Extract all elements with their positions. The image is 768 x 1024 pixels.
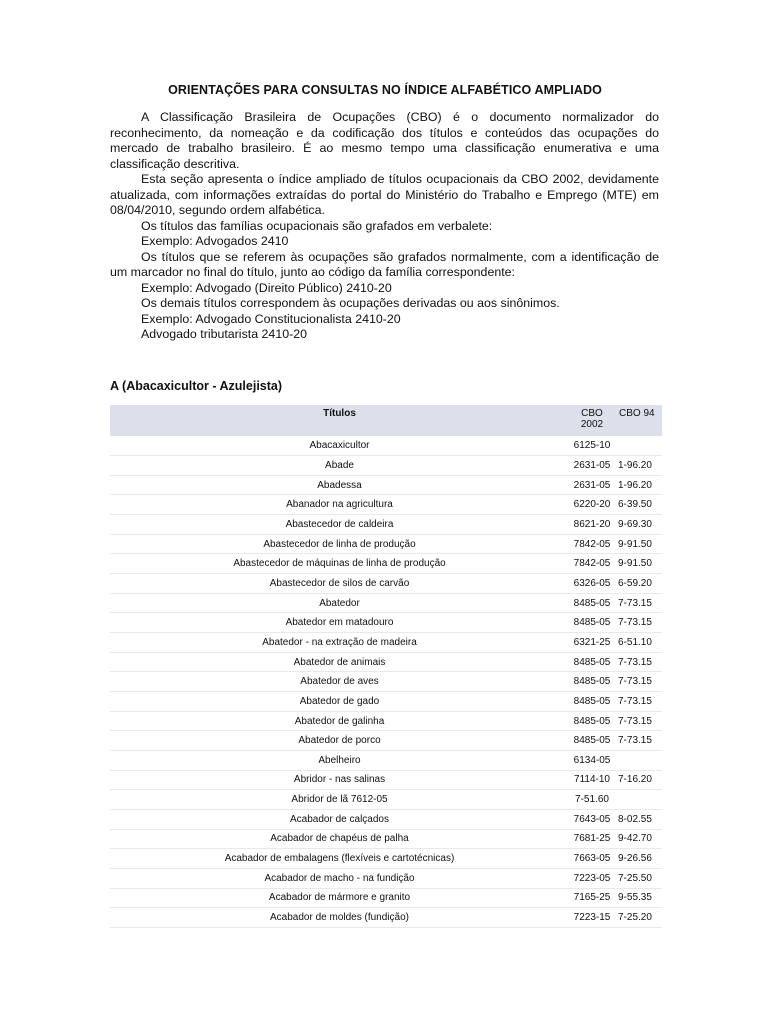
- cell-title: Abridor - nas salinas: [293, 774, 386, 786]
- cell-cbo-94: [615, 436, 662, 456]
- cell-cbo-2002: 2631-05: [573, 479, 611, 491]
- cell-cbo-2002: 8485-05: [573, 676, 611, 688]
- paragraph-example-derived: Exemplo: Advogado Constitucionalista 2410-20: [141, 311, 401, 326]
- table-row: [110, 809, 662, 829]
- cell-cbo-94: 7-25.50: [618, 872, 652, 884]
- table-row: [110, 475, 662, 495]
- table-row: [110, 829, 662, 849]
- cell-title: Abatedor de animais: [293, 656, 386, 668]
- table-row: [110, 456, 662, 476]
- table-row: [110, 868, 662, 888]
- cell-cbo-2002: 7681-25: [573, 833, 611, 845]
- cell-cbo-94: 6-59.20: [618, 577, 652, 589]
- cell-title: Abatedor de gado: [299, 695, 380, 707]
- cell-title: Acabador de chapéus de palha: [270, 833, 409, 845]
- cell-cbo-94: 7-73.15: [618, 597, 652, 609]
- paragraph-example-occupation: Exemplo: Advogado (Direito Público) 2410-20: [141, 280, 392, 295]
- cell-cbo-2002: 6134-05: [573, 754, 611, 766]
- cell-title: Abatedor: [319, 597, 360, 609]
- cell-cbo-94: 6-39.50: [618, 499, 652, 511]
- table-row: [110, 436, 662, 456]
- cell-cbo-94: 7-73.15: [618, 617, 652, 629]
- cell-cbo-2002: 8621-20: [573, 518, 611, 530]
- cell-cbo-94: 9-55.35: [618, 892, 652, 904]
- cell-title: Acabador de macho - na fundição: [264, 872, 415, 884]
- paragraph-example-derived-2: Advogado tributarista 2410-20: [141, 327, 308, 341]
- table-row: [110, 652, 662, 672]
- cell-cbo-94: 1-96.20: [618, 459, 652, 471]
- table-row: [110, 770, 662, 790]
- cell-title: Abastecedor de caldeira: [285, 518, 394, 530]
- cell-title: Abastecedor de linha de produção: [263, 538, 416, 550]
- table-row: [110, 888, 662, 908]
- cell-cbo-2002: 7842-05: [573, 538, 611, 550]
- table-row: [110, 908, 662, 928]
- header-titles: Títulos: [323, 408, 356, 419]
- table-body: [110, 436, 662, 927]
- cell-title: Abatedor - na extração de madeira: [262, 636, 417, 648]
- cell-title: Acabador de moldes (fundição): [270, 912, 409, 924]
- cell-cbo-94: 9-42.70: [618, 833, 652, 845]
- cell-cbo-94: 1-96.20: [618, 479, 652, 491]
- cell-title: Abacaxicultor: [309, 440, 370, 452]
- cell-cbo-94: 9-26.56: [618, 853, 652, 865]
- table-row: [110, 633, 662, 653]
- table-row: [110, 790, 662, 810]
- cell-cbo-2002: 7223-05: [573, 872, 611, 884]
- cell-cbo-94: 9-69.30: [618, 518, 652, 530]
- cell-title: Abade: [325, 459, 354, 471]
- paragraph-occupation-titles: Os títulos que se referem às ocupações são grafados normalmente, com a identificação de um marcador no final do título, junto ao código da família correspondente:: [110, 249, 659, 279]
- cell-cbo-94: 8-02.55: [618, 813, 652, 825]
- paragraph-cbo-definition: A Classificação Brasileira de Ocupações (CBO) é o documento normalizador do reconhecimento, da nomeação e da codificação dos títulos e conteúdos das ocupações do mercado de trabalho brasileiro. É ao mesmo tempo uma classificação enumerativa e uma classificação descritiva.: [110, 110, 659, 171]
- cell-cbo-94: 7-73.15: [618, 695, 652, 707]
- cell-cbo-2002: 6125-10: [573, 440, 611, 452]
- cell-title: Abadessa: [317, 479, 362, 491]
- table-row: [110, 672, 662, 692]
- table-row: [110, 692, 662, 712]
- cell-cbo-2002: 6321-25: [573, 636, 611, 648]
- cell-cbo-94: 7-73.15: [618, 715, 652, 727]
- table-row: [110, 515, 662, 535]
- table-row: [110, 554, 662, 574]
- header-cbo-2002: CBO 2002: [580, 408, 604, 430]
- table-row: [110, 574, 662, 594]
- cell-cbo-2002: 7223-15: [573, 912, 611, 924]
- cell-cbo-94: [615, 751, 662, 771]
- cell-cbo-2002: 7842-05: [573, 558, 611, 570]
- table-header: [110, 405, 662, 436]
- cell-cbo-2002: 8485-05: [573, 656, 611, 668]
- cell-title: Abatedor de porco: [298, 735, 381, 747]
- cell-cbo-2002: 7663-05: [573, 853, 611, 865]
- cell-cbo-94: 9-91.50: [618, 538, 652, 550]
- cell-cbo-94: [615, 790, 662, 810]
- cell-cbo-94: 6-51.10: [618, 636, 652, 648]
- paragraph-section-description: Esta seção apresenta o índice ampliado de títulos ocupacionais da CBO 2002, devidamente atualizada, com informações extraídas do portal do Ministério do Trabalho e Emprego (MTE) em 08/04/2010, segundo ordem alfabética.: [110, 172, 659, 217]
- cell-title: Abelheiro: [318, 754, 361, 766]
- cell-cbo-94: 7-25.20: [618, 912, 652, 924]
- cell-title: Abatedor em matadouro: [285, 617, 394, 629]
- cell-cbo-94: 7-73.15: [618, 656, 652, 668]
- intro-text: [110, 110, 659, 343]
- cell-title: Abridor de lã 7612-05: [291, 794, 388, 806]
- cell-cbo-94: 9-91.50: [618, 558, 652, 570]
- occupations-table: [110, 405, 662, 928]
- table-row: [110, 751, 662, 771]
- cell-title: Acabador de calçados: [290, 813, 389, 825]
- cell-title: Abatedor de galinha: [294, 715, 385, 727]
- cell-title: Abastecedor de silos de carvão: [269, 577, 410, 589]
- cell-cbo-2002: 6220-20: [573, 499, 611, 511]
- table-row: [110, 495, 662, 515]
- table-row: [110, 613, 662, 633]
- table-header-row: [110, 405, 662, 436]
- cell-cbo-94: 7-73.15: [618, 735, 652, 747]
- cell-cbo-2002: 7-51.60: [575, 794, 609, 806]
- cell-cbo-2002: 8485-05: [573, 735, 611, 747]
- table-row: [110, 593, 662, 613]
- cell-cbo-2002: 6326-05: [573, 577, 611, 589]
- cell-cbo-2002: 8485-05: [573, 617, 611, 629]
- table-row: [110, 711, 662, 731]
- cell-cbo-2002: 2631-05: [573, 459, 611, 471]
- paragraph-family-titles: Os títulos das famílias ocupacionais são grafados em verbalete:: [141, 218, 493, 233]
- table-row: [110, 731, 662, 751]
- cell-title: Acabador de mármore e granito: [268, 892, 411, 904]
- cell-cbo-94: 7-16.20: [618, 774, 652, 786]
- table-row: [110, 534, 662, 554]
- cell-cbo-2002: 7643-05: [573, 813, 611, 825]
- cell-cbo-2002: 7165-25: [573, 892, 611, 904]
- cell-cbo-2002: 8485-05: [573, 715, 611, 727]
- cell-cbo-2002: 7114-10: [574, 774, 610, 786]
- paragraph-derived-titles: Os demais títulos correspondem às ocupações derivadas ou aos sinônimos.: [141, 296, 560, 310]
- cell-title: Abanador na agricultura: [286, 499, 393, 511]
- section-heading: A (Abacaxicultor - Azulejista): [110, 379, 283, 393]
- paragraph-example-family: Exemplo: Advogados 2410: [141, 234, 289, 248]
- cell-cbo-2002: 8485-05: [573, 695, 611, 707]
- document-title: ORIENTAÇÕES PARA CONSULTAS NO ÍNDICE ALFABÉTICO AMPLIADO: [168, 83, 602, 97]
- cell-title: Abastecedor de máquinas de linha de produção: [233, 558, 446, 570]
- cell-title: Acabador de embalagens (flexíveis e cartotécnicas): [224, 853, 455, 865]
- cell-cbo-2002: 8485-05: [573, 597, 611, 609]
- header-cbo-94: CBO 94: [619, 408, 655, 419]
- cell-title: Abatedor de aves: [300, 676, 379, 688]
- cell-cbo-94: 7-73.15: [618, 676, 652, 688]
- table-row: [110, 849, 662, 869]
